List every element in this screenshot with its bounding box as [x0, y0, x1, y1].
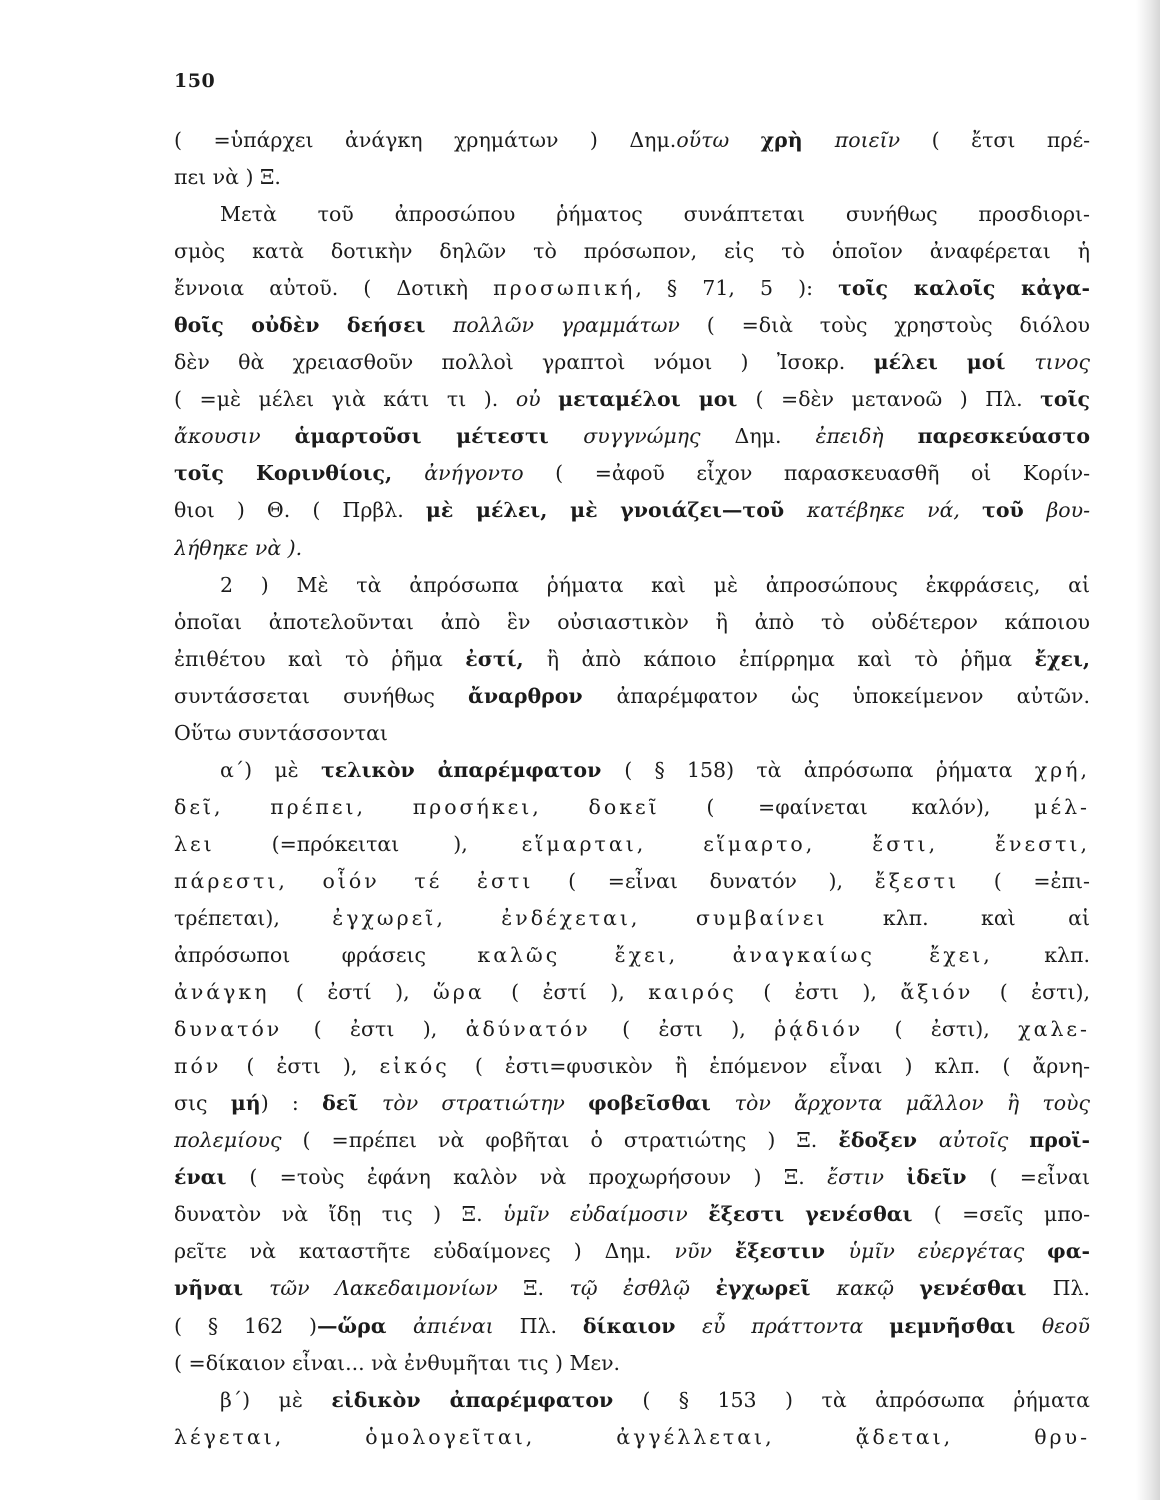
- text-segment: Δημ.: [734, 424, 816, 449]
- text-segment: πολεμίους: [174, 1128, 303, 1153]
- text-line: [174, 1159, 1090, 1196]
- text-segment: ἀπρόσωποι φράσεις: [174, 943, 478, 968]
- text-segment: ( ἐστι ),: [763, 980, 901, 1005]
- text-line: [174, 863, 1090, 900]
- text-segment: χρή,: [1034, 757, 1090, 782]
- text-line: [174, 937, 1090, 974]
- text-segment: ( § 153 ) τὰ ἀπρόσωπα ῥήματα: [642, 1387, 1090, 1412]
- text-segment: ἔδοξεν: [838, 1128, 939, 1153]
- text-segment: ( ἐστί ),: [511, 980, 649, 1005]
- text-segment: λέγεται, ὁμολογεῖται, ἀγγέλλεται, ᾄδεται, θρυ-: [174, 1424, 1090, 1449]
- text-segment: ἰδεῖν: [906, 1165, 990, 1190]
- text-segment: κακῷ: [836, 1276, 920, 1301]
- text-segment: χαλε-: [1018, 1017, 1090, 1042]
- text-line: [174, 344, 1090, 381]
- text-segment: ἀδύνατόν: [465, 1017, 623, 1042]
- text-segment: ( =φαίνεται καλόν),: [706, 794, 1035, 819]
- text-segment: ( =εἶναι δυνατόν ),: [568, 868, 875, 893]
- text-segment: ( =τοὺς ἐφάνη καλὸν νὰ προχωρήσουν ) Ξ.: [249, 1165, 828, 1190]
- text-line: [174, 826, 1090, 863]
- text-line: [174, 1122, 1090, 1159]
- text-segment: ἔξεστι: [874, 868, 994, 893]
- text-line: [174, 1233, 1090, 1270]
- text-segment: ὥρα: [433, 980, 512, 1005]
- text-segment: κλπ. καὶ αἱ: [882, 905, 1090, 930]
- text-segment: κατέβηκε νά,: [806, 498, 983, 523]
- text-segment: ποιεῖν: [834, 128, 932, 152]
- text-segment: —ὥρα: [317, 1313, 413, 1338]
- text-segment: Πλ.: [519, 1313, 583, 1338]
- text-segment: πόν: [174, 1054, 247, 1079]
- text-segment: τελικὸν ἀπαρέμφατον: [320, 757, 625, 782]
- text-segment: ἄκουσιν: [174, 424, 295, 449]
- text-segment: εἰκός: [379, 1054, 475, 1079]
- text-line: [174, 492, 1090, 529]
- text-segment: συντάσσεται συνήθως: [174, 683, 469, 708]
- text-segment: δυνατόν: [174, 1017, 314, 1042]
- text-segment: πει νὰ ) Ξ.: [174, 165, 281, 190]
- text-segment: ἄναρθρον: [468, 683, 617, 708]
- text-line: [174, 715, 1090, 752]
- text-segment: ἄξιόν: [900, 980, 1000, 1005]
- text-segment: ( =πρέπει νὰ φοβῆται ὁ στρατιώτης ) Ξ.: [302, 1128, 839, 1153]
- text-line: [174, 159, 1090, 196]
- text-segment: μεταμέλοι μοι: [558, 387, 756, 412]
- text-segment: σις: [174, 1091, 231, 1116]
- text-line: [174, 900, 1090, 937]
- text-segment: εὖ πράττοντα: [701, 1313, 890, 1338]
- text-segment: βου-: [1046, 498, 1090, 523]
- text-line: [174, 1382, 1090, 1419]
- text-segment: ὑμῖν εὐδαίμοσιν: [503, 1202, 709, 1227]
- text-segment: λήθηκε νὰ ).: [174, 535, 303, 560]
- text-segment: εἰδικὸν ἀπαρέμφατον: [331, 1387, 643, 1412]
- text-segment: Ξ.: [523, 1276, 570, 1301]
- text-line: [174, 307, 1090, 344]
- text-line: [174, 122, 1090, 159]
- text-segment: ( =μὲ μέλει γιὰ κάτι τι ).: [174, 387, 516, 412]
- text-segment: Οὕτω συντάσσονται: [174, 720, 388, 745]
- text-segment: ἔννοια αὐτοῦ. ( Δοτικὴ: [174, 276, 494, 301]
- page-edge-shadow: [1136, 0, 1160, 1500]
- text-segment: ( =ὑπάρχει ἀνάγκη χρημάτων ) Δημ.: [174, 128, 677, 152]
- text-segment: πάρεστι, οἷόν τέ ἐστι: [174, 868, 569, 893]
- text-segment: ( =σεῖς μπο-: [933, 1202, 1090, 1227]
- text-segment: νῦν: [674, 1239, 735, 1264]
- text-segment: ἐγχωρεῖ: [715, 1276, 837, 1301]
- text-segment: καλῶς ἔχει, ἀναγκαίως ἔχει,: [477, 943, 993, 968]
- text-segment: ) :: [260, 1091, 323, 1116]
- text-segment: συγγνώμης: [583, 424, 735, 449]
- text-line: [174, 1345, 1090, 1382]
- text-line: [174, 1308, 1090, 1345]
- text-segment: α΄) μὲ: [220, 757, 321, 782]
- text-segment: ἀνάγκη: [174, 980, 296, 1005]
- text-segment: ( ἐστι ),: [313, 1017, 466, 1042]
- text-segment: μή: [230, 1091, 261, 1116]
- text-segment: ( =δίκαιον εἶναι... νὰ ἐνθυμῆται τις ) Μεν.: [174, 1350, 621, 1375]
- text-segment: ἁμαρτοῦσι μέτεστι: [294, 424, 584, 449]
- text-segment: θιοι ) Θ. ( Πρβλ.: [174, 498, 426, 523]
- text-segment: τρέπεται),: [174, 905, 333, 930]
- text-segment: ὑμῖν εὐεργέτας: [848, 1239, 1048, 1264]
- text-segment: μέλ-: [1034, 794, 1090, 819]
- text-line: [174, 1011, 1090, 1048]
- text-segment: ἔστιν: [827, 1165, 907, 1190]
- text-line: [174, 196, 1090, 233]
- text-segment: δεῖ: [322, 1091, 383, 1116]
- text-segment: ρεῖτε νὰ καταστῆτε εὐδαίμονες ) Δημ.: [174, 1239, 675, 1264]
- text-segment: ( § 158) τὰ ἀπρόσωπα ῥήματα: [624, 757, 1035, 782]
- text-line: [174, 1048, 1090, 1085]
- text-segment: τῷ ἐσθλῷ: [569, 1276, 716, 1301]
- text-segment: μὲ μέλει, μὲ γνοιάζει—τοῦ: [425, 498, 807, 523]
- text-segment: ἐστί,: [465, 646, 547, 671]
- text-segment: 2 ) Μὲ τὰ ἀπρόσωπα ῥήματα καὶ μὲ ἀπροσώπους ἐκφράσεις, αἱ: [220, 572, 1090, 597]
- text-segment: γενέσθαι: [919, 1276, 1053, 1301]
- text-segment: , § 71, 5 ):: [635, 276, 839, 301]
- text-segment: ( =διὰ τοὺς χρηστοὺς διόλου: [706, 313, 1090, 338]
- text-segment: ( ἐστί ),: [295, 980, 434, 1005]
- text-segment: τὸν στρατιώτην: [382, 1091, 589, 1116]
- page-number: 150: [174, 70, 216, 92]
- text-segment: ἐπειδὴ: [815, 424, 918, 449]
- text-segment: ἐπιθέτου καὶ τὸ ῥῆμα: [174, 646, 466, 671]
- text-segment: τοῖς καλοῖς κἀγα-: [838, 276, 1090, 301]
- text-segment: δίκαιον: [582, 1313, 702, 1338]
- text-segment: Μετὰ τοῦ ἀπροσώπου ῥήματος συνάπτεται συνήθως προσδιορι-: [220, 202, 1090, 227]
- text-line: [174, 641, 1090, 678]
- text-line: [174, 604, 1090, 641]
- text-line: [174, 789, 1090, 826]
- text-segment: οὐ: [515, 387, 559, 412]
- text-segment: ( =ἀφοῦ εἶχον παρασκευασθῆ οἱ Κορίν-: [555, 461, 1090, 486]
- text-segment: ὁποῖαι ἀποτελοῦνται ἀπὸ ἓν οὐσιαστικὸν ἢ ἀπὸ τὸ οὐδέτερον κάποιου: [174, 609, 1090, 634]
- text-segment: δεῖ, πρέπει, προσήκει, δοκεῖ: [174, 794, 707, 819]
- text-segment: ἀνήγοντο: [424, 461, 556, 486]
- text-segment: ( ἐστι ),: [622, 1017, 775, 1042]
- text-segment: τοῖς Κορινθίοις,: [174, 461, 425, 486]
- text-segment: χρὴ: [760, 128, 835, 152]
- text-segment: θεοῦ: [1041, 1313, 1090, 1338]
- text-segment: μέλει μοί: [873, 350, 1035, 375]
- text-segment: ἢ ἀπὸ κάποιο ἐπίρρημα καὶ τὸ ῥῆμα: [546, 646, 1035, 671]
- text-line: [174, 1419, 1090, 1456]
- text-line: [174, 233, 1090, 270]
- text-line: [174, 974, 1090, 1011]
- text-segment: δυνατὸν νὰ ἴδῃ τις ) Ξ.: [174, 1202, 504, 1227]
- text-segment: φοβεῖσθαι: [588, 1091, 735, 1116]
- text-segment: ἀπαρέμφατον ὡς ὑποκείμενον αὐτῶν.: [616, 683, 1090, 708]
- text-segment: ( ἐστι ),: [246, 1054, 380, 1079]
- text-line: [174, 1085, 1090, 1122]
- text-segment: ( =ἐπι-: [993, 868, 1090, 893]
- text-line: [174, 678, 1090, 715]
- text-segment: προσωπική: [493, 276, 636, 301]
- text-segment: ἀπιέναι: [413, 1313, 520, 1338]
- text-segment: νῆναι: [174, 1276, 270, 1301]
- text-segment: οὕτω: [676, 128, 761, 152]
- text-segment: τῶν Λακεδαιμονίων: [269, 1276, 524, 1301]
- text-segment: τινος: [1034, 350, 1090, 375]
- text-line: [174, 530, 1090, 567]
- text-segment: (=πρόκειται ),: [271, 831, 522, 856]
- text-segment: παρεσκεύαστο: [917, 424, 1090, 449]
- text-segment: καιρός: [648, 980, 764, 1005]
- text-segment: ἔχει,: [1034, 646, 1090, 671]
- text-segment: ( ἐστι),: [894, 1017, 1019, 1042]
- text-segment: ( ἔτσι πρέ-: [931, 128, 1090, 152]
- text-segment: έναι: [174, 1165, 250, 1190]
- text-segment: ( =εἶναι: [989, 1165, 1090, 1190]
- text-line: [174, 567, 1090, 604]
- text-segment: β΄) μὲ: [220, 1387, 332, 1412]
- text-line: [174, 752, 1090, 789]
- text-line: [174, 1270, 1090, 1307]
- text-segment: εἵμαρται, εἵμαρτο, ἔστι, ἔνεστι,: [521, 831, 1090, 856]
- text-segment: θοῖς οὐδὲν δεήσει: [174, 313, 453, 338]
- text-segment: τὸν ἄρχοντα μᾶλλον ἢ τοὺς: [734, 1091, 1090, 1116]
- text-segment: ( =δὲν μετανοῶ ) Πλ.: [755, 387, 1041, 412]
- text-line: [174, 418, 1090, 455]
- text-segment: ( ἐστι),: [999, 980, 1090, 1005]
- text-segment: δὲν θὰ χρειασθοῦν πολλοὶ γραπτοὶ νόμοι ) Ἰσοκρ.: [174, 350, 874, 375]
- text-line: [174, 1196, 1090, 1233]
- text-segment: αὐτοῖς: [938, 1128, 1030, 1153]
- text-segment: κλπ.: [992, 943, 1090, 968]
- text-segment: σμὸς κατὰ δοτικὴν δηλῶν τὸ πρόσωπον, εἰς τὸ ὁποῖον ἀναφέρεται ἡ: [174, 239, 1090, 264]
- body-text: [174, 122, 1090, 1456]
- text-line: [174, 455, 1090, 492]
- text-segment: ἔξεστι γενέσθαι: [708, 1202, 934, 1227]
- text-segment: μεμνῆσθαι: [889, 1313, 1042, 1338]
- text-segment: τοῦ: [982, 498, 1047, 523]
- text-segment: ῥᾴδιόν: [774, 1017, 895, 1042]
- text-segment: φα-: [1047, 1239, 1090, 1264]
- text-segment: ( § 162 ): [174, 1313, 318, 1338]
- text-line: [174, 270, 1090, 307]
- text-segment: ( ἐστι=φυσικὸν ἢ ἑπόμενον εἶναι ) κλπ. ( ἄρνη-: [474, 1054, 1090, 1079]
- text-segment: πολλῶν γραμμάτων: [452, 313, 707, 338]
- text-segment: λει: [174, 831, 272, 856]
- text-segment: Πλ.: [1052, 1276, 1090, 1301]
- text-segment: τοῖς: [1040, 387, 1090, 412]
- text-segment: ἔξεστιν: [734, 1239, 849, 1264]
- text-line: [174, 381, 1090, 418]
- text-segment: ἐγχωρεῖ, ἐνδέχεται, συμβαίνει: [332, 905, 883, 930]
- text-segment: προϊ-: [1029, 1128, 1090, 1153]
